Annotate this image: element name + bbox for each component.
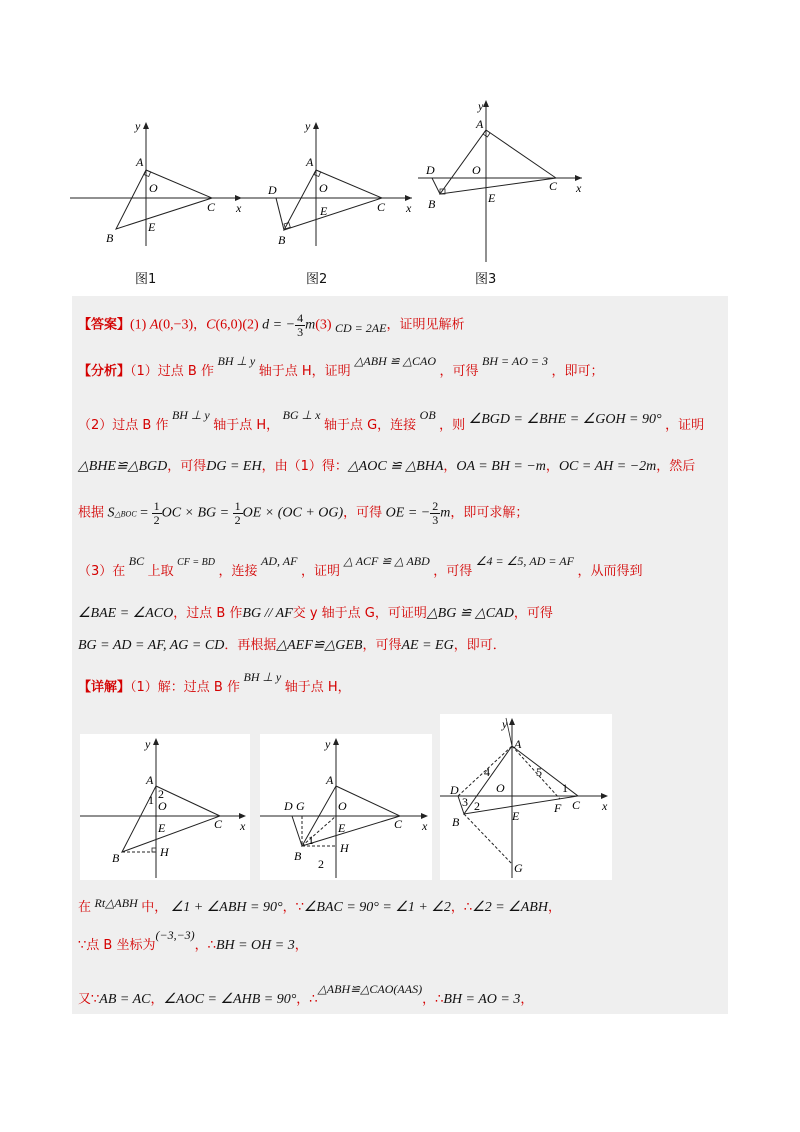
analysis-tag: 【分析】	[78, 364, 131, 379]
svg-text:2: 2	[318, 857, 324, 871]
answer-point-a: A	[149, 317, 159, 333]
svg-text:2: 2	[474, 799, 480, 813]
analysis-line-5: （3）在 BC 上取 $^{CF = BD}$ ，连接 AD, AF ，证明 △ ACF ≌ △ ABD ，可得 ∠4 = ∠5, AD = AF ，从而得到	[78, 554, 643, 579]
svg-text:y: y	[325, 737, 331, 751]
svg-text:B: B	[452, 815, 460, 829]
answer-tag: 【答案】	[78, 317, 131, 333]
fig2-label-d: D	[268, 183, 277, 197]
fig1-label-a: A	[136, 155, 144, 169]
analysis-line-1: 【分析】（1）过点 B 作 BH ⊥ y 轴于点 H，证明 △ABH ≌ △CAO ，可得 BH = AO = 3 ，即可；	[78, 354, 604, 379]
fig2-caption: 图2	[306, 272, 328, 287]
fig2-label-b: B	[278, 233, 286, 247]
fig3-label-c: C	[549, 179, 558, 193]
svg-text:1: 1	[308, 833, 314, 847]
svg-text:y: y	[502, 717, 508, 731]
answer-fraction: $\frac{4}{3}$	[297, 311, 304, 339]
fig1-label-e: E	[148, 220, 156, 234]
svg-text:1: 1	[562, 781, 568, 795]
fig3-label-x: x	[576, 181, 582, 195]
answer-comma: ，	[193, 317, 207, 333]
analysis-line-4: 根据 S△BOC = $\frac{1}{2}$ OC × BG = $\frac{1}{2}$ OE × (OC + OG)，可得 OE = − $\frac{2}{3}$ m，即可求解；	[78, 499, 529, 527]
fig2-label-o: O	[319, 181, 328, 195]
svg-text:O: O	[496, 781, 505, 795]
svg-text:y: y	[145, 737, 151, 751]
answer-tail: ，证明见解析	[386, 317, 465, 333]
fig1-label-b: B	[106, 231, 114, 245]
svg-text:O: O	[158, 799, 167, 813]
fig3-label-e: E	[488, 191, 496, 205]
answer-d: d = −	[262, 317, 296, 333]
svg-text:C: C	[572, 798, 581, 812]
detail-line-4: 又∵AB = AC，∠AOC = ∠AHB = 90°，∴△ABH≌△CAO(AAS)，∴BH = AO = 3，	[78, 982, 534, 1007]
answer-line	[78, 312, 464, 339]
figure-3	[410, 96, 590, 266]
svg-text:x: x	[240, 819, 246, 833]
svg-text:4: 4	[484, 765, 490, 779]
fig1-label-x: x	[236, 201, 242, 215]
figure-2	[240, 118, 420, 248]
detail-figure-a	[80, 734, 250, 880]
analysis-line-7: BG = AD = AF, AG = CD．再根据△AEF≌△GEB，可得AE = EG，即可．	[78, 638, 506, 653]
answer-a-value: (0,−3)	[158, 317, 194, 333]
detail-figure-b	[260, 734, 432, 880]
svg-text:C: C	[214, 817, 223, 831]
fig3-label-y: y	[478, 99, 484, 113]
svg-text:A: A	[514, 737, 522, 751]
svg-text:B: B	[112, 851, 120, 865]
fig1-label-o: O	[149, 181, 158, 195]
svg-text:H: H	[160, 845, 169, 859]
analysis-line-6: ∠BAE = ∠ACO，过点 B 作BG // AF交 y 轴于点 G，可证明△BG ≌ △CAD，可得	[78, 606, 553, 621]
fig3-label-a: A	[476, 117, 484, 131]
svg-text:D: D	[284, 799, 293, 813]
answer-c-value: (6,0)	[215, 317, 243, 333]
fig2-label-c: C	[377, 200, 386, 214]
figure-1	[70, 118, 250, 248]
svg-text:O: O	[338, 799, 347, 813]
answer-part1: (1)	[130, 317, 147, 333]
answer-m: m	[305, 317, 316, 333]
fig3-caption: 图3	[475, 272, 497, 287]
svg-text:C: C	[394, 817, 403, 831]
answer-part3: (3)	[315, 317, 332, 333]
detail-figure-c	[440, 714, 612, 880]
svg-text:E: E	[512, 809, 520, 823]
svg-text:A: A	[326, 773, 334, 787]
analysis-line-3: △BHE≌△BGD，可得DG = EH，由（1）得：△AOC ≌ △BHA，OA = BH = −m，OC = AH = −2m，然后	[78, 459, 696, 474]
svg-text:A: A	[146, 773, 154, 787]
detail-line-2: 在 Rt△ABH 中， ∠1 + ∠ABH = 90°，∵∠BAC = 90° = ∠1 + ∠2，∴∠2 = ∠ABH，	[78, 896, 561, 915]
svg-text:E: E	[338, 821, 346, 835]
answer-cd: CD = 2AE	[335, 320, 387, 335]
fig2-label-y: y	[305, 119, 311, 133]
fig3-label-b: B	[428, 197, 436, 211]
fig1-label-c: C	[207, 200, 216, 214]
svg-text:B: B	[294, 849, 302, 863]
svg-text:F: F	[554, 801, 562, 815]
svg-text:x: x	[602, 799, 608, 813]
answer-part2: (2)	[242, 317, 259, 333]
svg-text:3: 3	[462, 795, 468, 809]
detail-tag: 【详解】	[78, 680, 131, 695]
detail-line-3: ∵点 B 坐标为(−3,−3)，∴BH = OH = 3，	[78, 928, 308, 953]
svg-text:2: 2	[158, 787, 164, 801]
svg-text:x: x	[422, 819, 428, 833]
svg-text:G: G	[296, 799, 305, 813]
svg-text:E: E	[158, 821, 166, 835]
detail-line-1: 【详解】（1）解：过点 B 作 BH ⊥ y 轴于点 H，	[78, 670, 351, 695]
fig2-label-x: x	[406, 201, 412, 215]
fig1-caption: 图1	[135, 272, 157, 287]
answer-point-c: C	[206, 317, 216, 333]
svg-text:5: 5	[536, 765, 542, 779]
svg-text:G: G	[514, 861, 523, 875]
fig2-label-e: E	[320, 204, 328, 218]
fig2-label-a: A	[306, 155, 314, 169]
svg-text:D: D	[450, 783, 459, 797]
fig3-label-d: D	[426, 163, 435, 177]
svg-text:H: H	[340, 841, 349, 855]
fig1-label-y: y	[135, 119, 141, 133]
analysis-line-2: （2）过点 B 作 BH ⊥ y 轴于点 H， BG ⊥ x 轴于点 G，连接 OB ，则 ∠BGD = ∠BHE = ∠GOH = 90° ，证明	[78, 408, 705, 433]
fig3-label-o: O	[472, 163, 481, 177]
svg-text:1: 1	[148, 793, 154, 807]
